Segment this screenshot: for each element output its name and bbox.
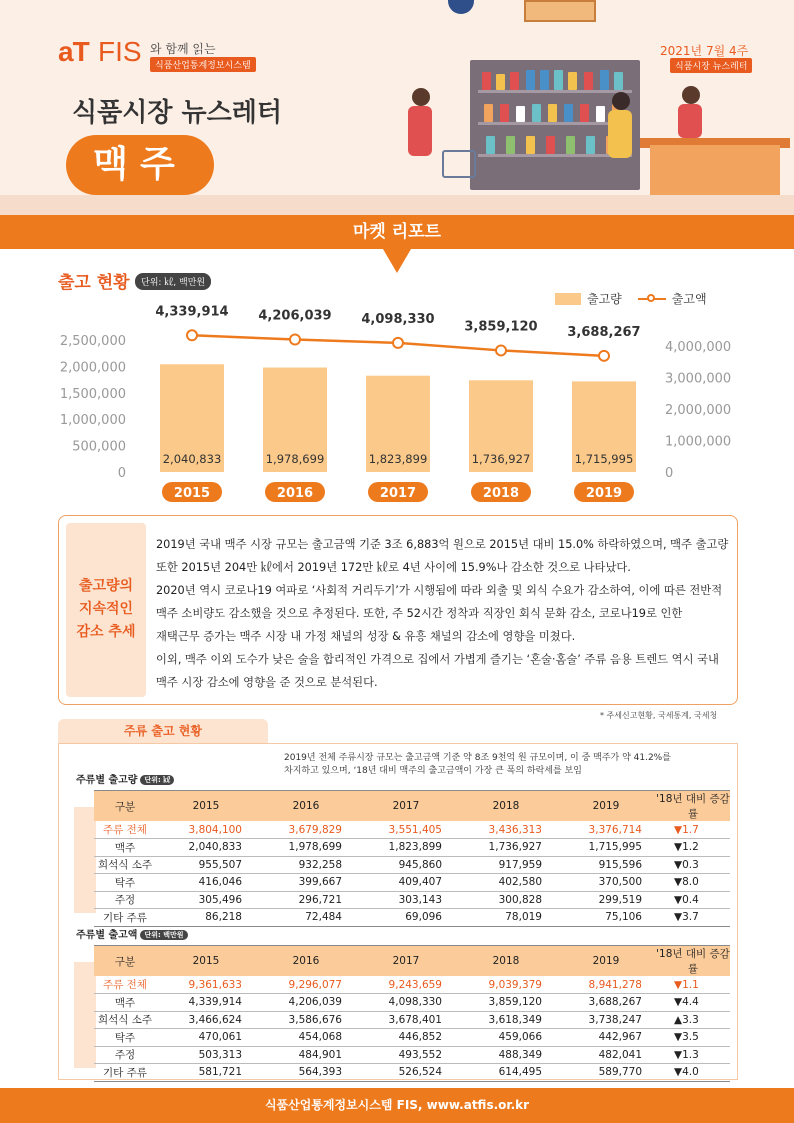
table-cell: 303,143 bbox=[356, 891, 456, 909]
logo-fis: FIS bbox=[98, 36, 142, 67]
table-header-cell: 2019 bbox=[556, 791, 656, 822]
volume-table-unit: 단위: ㎘ bbox=[140, 775, 174, 785]
table-cell: 3,551,405 bbox=[356, 821, 456, 839]
logo-at: aT bbox=[58, 36, 89, 67]
table-header-cell: 2016 bbox=[256, 946, 356, 977]
line-point bbox=[393, 338, 403, 348]
table-row bbox=[94, 821, 730, 839]
cashier-icon bbox=[682, 86, 700, 104]
x-tick-label: 2018 bbox=[482, 486, 520, 501]
table-cell: 맥주 bbox=[94, 994, 156, 1012]
table-cell: 581,721 bbox=[156, 1064, 256, 1082]
table-row bbox=[94, 994, 730, 1012]
legend-line-label: 출고액 bbox=[671, 292, 707, 306]
table-header-cell: 2015 bbox=[156, 946, 256, 977]
table-cell: 9,243,659 bbox=[356, 976, 456, 994]
table-cell: 1,736,927 bbox=[456, 839, 556, 857]
table-cell: ▼3.7 bbox=[656, 909, 730, 927]
shopping-cart-icon bbox=[442, 150, 476, 178]
bar-data-label: 1,978,699 bbox=[265, 452, 325, 466]
table-cell: 맥주 bbox=[94, 839, 156, 857]
table-row bbox=[94, 976, 730, 994]
y-right-tick-label: 4,000,000 bbox=[665, 340, 732, 355]
table-cell: 주류 전체 bbox=[94, 976, 156, 994]
y-right-tick-label: 2,000,000 bbox=[665, 403, 732, 418]
table-row bbox=[94, 874, 730, 892]
legend-bar-label: 출고량 bbox=[587, 292, 622, 306]
table-cell: 기타 주류 bbox=[94, 909, 156, 927]
table-header-cell: 2016 bbox=[256, 791, 356, 822]
y-right-tick-label: 1,000,000 bbox=[665, 434, 732, 450]
summary-line-3: 2020년 역시 코로나19 여파로 ‘사회적 거리두기’가 시행됨에 따라 외출 및 외식 수요가 감소하여, 이에 따른 전반적 bbox=[156, 584, 723, 597]
line-data-label: 4,098,330 bbox=[361, 311, 435, 327]
table-cell: 주정 bbox=[94, 1046, 156, 1064]
table-cell: 493,552 bbox=[356, 1046, 456, 1064]
logo-subtitle: 식품산업통계정보시스템 bbox=[150, 57, 256, 72]
summary-side-title-line2: 지속적인 bbox=[78, 601, 134, 617]
table-cell: 399,667 bbox=[256, 874, 356, 892]
summary-line-2: 또한 2015년 204만 ㎘에서 2019년 172만 ㎘로 4년 사이에 15.9%나 감소한 것으로 나타났다. bbox=[156, 561, 631, 574]
table-cell: 409,407 bbox=[356, 874, 456, 892]
table-cell: 3,466,624 bbox=[156, 1011, 256, 1029]
newsletter-title: 식품시장 뉴스레터 bbox=[72, 98, 282, 128]
y-right-tick-label: 0 bbox=[665, 466, 674, 481]
y-right-tick-label: 3,000,000 bbox=[665, 371, 732, 387]
value-table-unit: 단위: 백만원 bbox=[140, 930, 187, 940]
table-cell: 442,967 bbox=[556, 1029, 656, 1047]
table-cell: 564,393 bbox=[256, 1064, 356, 1082]
volume-table bbox=[94, 790, 730, 927]
footer: 식품산업통계정보시스템 FIS, www.atfis.or.kr bbox=[0, 1088, 794, 1123]
table-cell: 4,339,914 bbox=[156, 994, 256, 1012]
table-cell: 300,828 bbox=[456, 891, 556, 909]
table-cell: 299,519 bbox=[556, 891, 656, 909]
cashier-body-illustration bbox=[678, 104, 702, 138]
table-cell: 탁주 bbox=[94, 874, 156, 892]
market-report-pointer bbox=[383, 249, 411, 273]
table-cell: 3,678,401 bbox=[356, 1011, 456, 1029]
summary-line-5: 재택근무 증가는 맥주 시장 내 가정 채널의 성장 & 유흥 채널의 감소에 영향을 미쳤다. bbox=[156, 630, 576, 643]
table-header-cell: '18년 대비 증감률 bbox=[656, 791, 730, 822]
table-cell: 1,978,699 bbox=[256, 839, 356, 857]
table-cell: 945,860 bbox=[356, 856, 456, 874]
table-cell: 희석식 소주 bbox=[94, 856, 156, 874]
table-row bbox=[94, 1064, 730, 1082]
x-tick-label: 2016 bbox=[276, 486, 314, 501]
table-row bbox=[94, 1011, 730, 1029]
volume-table-title: 주류별 출고량 bbox=[76, 775, 138, 786]
table-cell: 86,218 bbox=[156, 909, 256, 927]
table-cell: ▼1.7 bbox=[656, 821, 730, 839]
table-cell: 9,361,633 bbox=[156, 976, 256, 994]
table-cell: 69,096 bbox=[356, 909, 456, 927]
line-point bbox=[599, 351, 609, 361]
table-cell: 3,586,676 bbox=[256, 1011, 356, 1029]
table-cell: 78,019 bbox=[456, 909, 556, 927]
table-cell: 1,715,995 bbox=[556, 839, 656, 857]
table-cell: ▼0.4 bbox=[656, 891, 730, 909]
table-cell: 9,039,379 bbox=[456, 976, 556, 994]
table-cell: 9,296,077 bbox=[256, 976, 356, 994]
line-point bbox=[496, 345, 506, 355]
value-table-title: 주류별 출고액 bbox=[76, 930, 138, 941]
table-cell: 탁주 bbox=[94, 1029, 156, 1047]
table-cell: 296,721 bbox=[256, 891, 356, 909]
customer-body-illustration bbox=[608, 110, 632, 158]
table-cell: 2,040,833 bbox=[156, 839, 256, 857]
table-cell: 1,823,899 bbox=[356, 839, 456, 857]
line-point bbox=[290, 335, 300, 345]
shipment-chart bbox=[0, 300, 794, 510]
tables-section-title: 주류 출고 현황 bbox=[58, 719, 268, 743]
table-cell: 915,596 bbox=[556, 856, 656, 874]
y-left-tick-label: 2,000,000 bbox=[59, 360, 126, 376]
table-cell: 503,313 bbox=[156, 1046, 256, 1064]
tables-description bbox=[284, 752, 744, 778]
summary-line-4: 맥주 소비량도 감소했을 것으로 추정된다. 또한, 주 52시간 정착과 직장인 회식 문화 감소, 코로나19로 인한 bbox=[156, 607, 683, 620]
table-cell: 4,098,330 bbox=[356, 994, 456, 1012]
table-cell: 488,349 bbox=[456, 1046, 556, 1064]
line-data-label: 4,339,914 bbox=[155, 304, 229, 320]
table-cell: 3,618,349 bbox=[456, 1011, 556, 1029]
issue-date: 2021년 7월 4주 bbox=[660, 44, 749, 58]
table-cell: 주정 bbox=[94, 891, 156, 909]
summary-side-title bbox=[66, 575, 146, 644]
table-cell: ▼4.0 bbox=[656, 1064, 730, 1082]
checkout-counter-illustration bbox=[650, 145, 780, 195]
table-header-cell: '18년 대비 증감률 bbox=[656, 946, 730, 977]
table-cell: 526,524 bbox=[356, 1064, 456, 1082]
volume-table-side-bar bbox=[74, 807, 96, 913]
table-cell: 614,495 bbox=[456, 1064, 556, 1082]
y-left-tick-label: 1,000,000 bbox=[59, 413, 126, 429]
table-cell: 470,061 bbox=[156, 1029, 256, 1047]
table-cell: ▼0.3 bbox=[656, 856, 730, 874]
x-tick-label: 2019 bbox=[585, 486, 623, 501]
table-row bbox=[94, 1046, 730, 1064]
line-data-label: 4,206,039 bbox=[258, 308, 332, 324]
table-cell: 3,804,100 bbox=[156, 821, 256, 839]
y-left-tick-label: 500,000 bbox=[72, 439, 126, 455]
table-cell: 75,106 bbox=[556, 909, 656, 927]
table-header-cell: 2017 bbox=[356, 946, 456, 977]
table-cell: ▼1.1 bbox=[656, 976, 730, 994]
bar-data-label: 2,040,833 bbox=[162, 452, 222, 466]
tables-description-line2: 차지하고 있으며, ‘18년 대비 맥주의 출고금액이 가장 큰 폭의 하락세를 보임 bbox=[284, 766, 582, 776]
table-cell: 희석식 소주 bbox=[94, 1011, 156, 1029]
volume-table-label bbox=[76, 771, 174, 786]
table-cell: 589,770 bbox=[556, 1064, 656, 1082]
table-header-cell: 2018 bbox=[456, 946, 556, 977]
summary-line-6: 이외, 맥주 이외 도수가 낮은 술을 합리적인 가격으로 집에서 가볍게 즐기는 ‘혼술·홈술’ 주류 음용 트렌드 역시 국내 bbox=[156, 653, 719, 666]
hanging-sign-illustration bbox=[524, 0, 596, 22]
table-cell: 3,688,267 bbox=[556, 994, 656, 1012]
table-cell: 955,507 bbox=[156, 856, 256, 874]
table-cell: 305,496 bbox=[156, 891, 256, 909]
shopper-icon bbox=[412, 88, 430, 106]
y-left-tick-label: 2,500,000 bbox=[59, 334, 126, 349]
table-cell: 484,901 bbox=[256, 1046, 356, 1064]
table-cell: 482,041 bbox=[556, 1046, 656, 1064]
table-row bbox=[94, 1029, 730, 1047]
customer-icon bbox=[612, 92, 630, 110]
table-cell: 주류 전체 bbox=[94, 821, 156, 839]
table-header-cell: 구분 bbox=[94, 791, 156, 822]
table-cell: 454,068 bbox=[256, 1029, 356, 1047]
table-cell: 370,500 bbox=[556, 874, 656, 892]
tables-description-line1: 2019년 전체 주류시장 규모는 출고금액 기준 약 8조 9천억 원 규모이며, 이 중 맥주가 약 41.2%를 bbox=[284, 753, 671, 763]
chart-unit-badge: 단위: ㎘, 백만원 bbox=[135, 273, 211, 290]
x-tick-label: 2015 bbox=[173, 486, 211, 501]
x-tick-label: 2017 bbox=[379, 486, 417, 501]
summary-side-title-line1: 출고량의 bbox=[78, 578, 134, 594]
table-cell: 4,206,039 bbox=[256, 994, 356, 1012]
market-report-title: 마켓 리포트 bbox=[352, 222, 442, 242]
table-row bbox=[94, 891, 730, 909]
line-data-label: 3,688,267 bbox=[567, 324, 641, 340]
shopper-body-illustration bbox=[408, 106, 432, 156]
table-row bbox=[94, 856, 730, 874]
table-cell: 446,852 bbox=[356, 1029, 456, 1047]
table-cell: ▼4.4 bbox=[656, 994, 730, 1012]
logo-tagline: 와 함께 읽는 bbox=[150, 42, 216, 56]
table-header-row bbox=[94, 791, 730, 822]
table-cell: ▼3.5 bbox=[656, 1029, 730, 1047]
y-left-tick-label: 1,500,000 bbox=[59, 386, 126, 402]
issue-label: 식품시장 뉴스레터 bbox=[670, 58, 752, 73]
table-cell: ▼8.0 bbox=[656, 874, 730, 892]
bar-data-label: 1,823,899 bbox=[368, 452, 428, 466]
table-header-cell: 구분 bbox=[94, 946, 156, 977]
table-cell: 402,580 bbox=[456, 874, 556, 892]
table-cell: 72,484 bbox=[256, 909, 356, 927]
value-table bbox=[94, 945, 730, 1082]
table-header-row bbox=[94, 946, 730, 977]
line-point bbox=[187, 330, 197, 340]
topic-title: 맥주 bbox=[66, 135, 214, 195]
value-table-side-bar bbox=[74, 962, 96, 1068]
table-cell: 3,859,120 bbox=[456, 994, 556, 1012]
chart-section-title: 출고 현황 bbox=[58, 273, 130, 293]
summary-line-7: 맥주 시장 감소에 영향을 준 것으로 분석된다. bbox=[156, 676, 378, 689]
table-header-cell: 2015 bbox=[156, 791, 256, 822]
table-cell: 3,436,313 bbox=[456, 821, 556, 839]
table-cell: 917,959 bbox=[456, 856, 556, 874]
summary-side-title-line3: 감소 추세 bbox=[76, 624, 136, 640]
table-header-cell: 2019 bbox=[556, 946, 656, 977]
summary-line-1: 2019년 국내 맥주 시장 규모는 출고금액 기준 3조 6,883억 원으로 2015년 대비 15.0% 하락하였으며, 맥주 출고량 bbox=[156, 538, 729, 551]
table-cell: ▲3.3 bbox=[656, 1011, 730, 1029]
bar-data-label: 1,736,927 bbox=[471, 452, 531, 466]
value-table-label bbox=[76, 926, 188, 941]
floor-illustration bbox=[0, 195, 794, 215]
y-left-tick-label: 0 bbox=[117, 466, 126, 481]
table-cell: ▼1.2 bbox=[656, 839, 730, 857]
table-cell: 459,066 bbox=[456, 1029, 556, 1047]
source-note: * 주세신고현황, 국세통계, 국세청 bbox=[600, 711, 718, 720]
table-header-cell: 2017 bbox=[356, 791, 456, 822]
table-cell: 3,738,247 bbox=[556, 1011, 656, 1029]
table-cell: 416,046 bbox=[156, 874, 256, 892]
table-cell: 기타 주류 bbox=[94, 1064, 156, 1082]
table-cell: 8,941,278 bbox=[556, 976, 656, 994]
table-cell: ▼1.3 bbox=[656, 1046, 730, 1064]
line-data-label: 3,859,120 bbox=[464, 319, 538, 335]
table-row bbox=[94, 909, 730, 927]
table-row bbox=[94, 839, 730, 857]
table-header-cell: 2018 bbox=[456, 791, 556, 822]
table-cell: 932,258 bbox=[256, 856, 356, 874]
bar-data-label: 1,715,995 bbox=[574, 452, 634, 466]
table-cell: 3,679,829 bbox=[256, 821, 356, 839]
table-cell: 3,376,714 bbox=[556, 821, 656, 839]
